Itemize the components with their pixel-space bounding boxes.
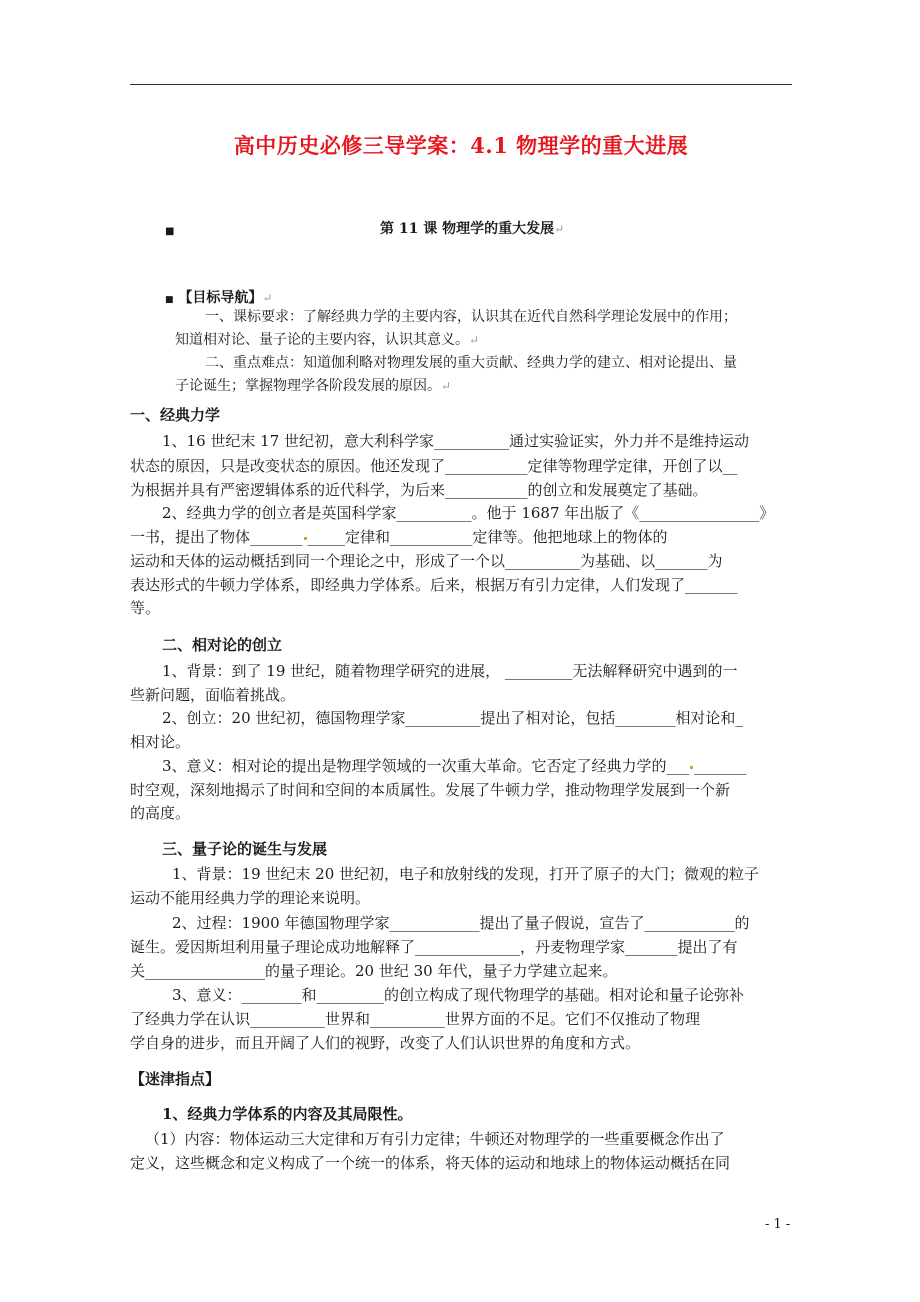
paragraph-line: 时空观，深刻地揭示了时间和空间的本质属性。发展了牛顿力学，推动物理学发展到一个新 <box>130 781 731 799</box>
page-title: 高中历史必修三导学案：4.1 物理学的重大进展 <box>233 133 689 158</box>
paragraph-line: 1、背景：到了 19 世纪，随着物理学研究的进展， _________无法解释研究中遇到的一 <box>162 662 738 680</box>
paragraph-line: 运动不能用经典力学的理论来说明。 <box>130 889 371 907</box>
section-3-heading: 三、量子论的诞生与发展 <box>162 840 328 858</box>
paragraph-line: 运动和天体的运动概括到同一个理论之中，形成了一个以__________为基础、以_______为 <box>130 552 723 570</box>
nav-heading: ■ 【目标导航】↵ <box>165 290 273 306</box>
difficulty-line-1: 二、重点难点：知道伽利略对物理发展的重大贡献、经典力学的建立、相对论提出、量 <box>205 355 737 371</box>
paragraph-line: 1、16 世纪末 17 世纪初，意大利科学家__________通过实验证实，外力并不是维持运动 <box>162 432 750 450</box>
bullet-marker: ■ <box>165 226 175 237</box>
requirement-line-1: 一、课标要求：了解经典力学的主要内容，认识其在近代自然科学理论发展中的作用； <box>205 309 737 325</box>
paragraph-line: 一书，提出了物体_______ _____定律和___________定律等。他把地球上的物体的 <box>130 528 668 546</box>
paragraph-line: 定义，这些概念和定义构成了一个统一的体系，将天体的运动和地球上的物体运动概括在同 <box>130 1154 731 1172</box>
paragraph-line: 学自身的进步，而且开阔了人们的视野，改变了人们认识世界的角度和方式。 <box>130 1034 641 1052</box>
page-number: - 1 - <box>765 1217 791 1232</box>
paragraph-line: 诞生。爱因斯坦利用量子理论成功地解释了______________，丹麦物理学家_______提出了有 <box>130 938 738 956</box>
lesson-heading: 第 11 课 物理学的重大发展↵ <box>380 221 565 237</box>
paragraph-line: （1）内容：物体运动三大定律和万有引力定律；牛顿还对物理学的一些重要概念作出了 <box>145 1130 725 1148</box>
header-rule <box>130 84 792 85</box>
section-2-heading: 二、相对论的创立 <box>162 636 283 654</box>
paragraph-line: 的高度。 <box>130 804 191 822</box>
paragraph-line: 3、意义：相对论的提出是物理学领域的一次重大革命。它否定了经典力学的___ _______ <box>162 757 747 775</box>
paragraph-line: 2、创立：20 世纪初，德国物理学家__________提出了相对论，包括________相对论和_ <box>162 709 743 727</box>
paragraph-line: 2、经典力学的创立者是英国科学家__________。他于 1687 年出版了《________________》 <box>162 504 775 522</box>
tips-heading: 【迷津指点】 <box>130 1070 221 1088</box>
paragraph-line: 关________________的量子理论。20 世纪 30 年代，量子力学建立起来。 <box>130 962 618 980</box>
paragraph-line: 为根据并具有严密逻辑体系的近代科学，为后来___________的创立和发展奠定了基础。 <box>130 481 708 499</box>
paragraph-line: 等。 <box>130 599 161 617</box>
paragraph-line: 些新问题，面临着挑战。 <box>130 686 296 704</box>
paragraph-line: 相对论。 <box>130 733 191 751</box>
difficulty-line-2: 子论诞生；掌握物理学各阶段发展的原因。↵ <box>175 378 452 394</box>
requirement-line-2: 知道相对论、量子论的主要内容，认识其意义。↵ <box>175 332 480 348</box>
paragraph-line: 2、过程：1900 年德国物理学家____________提出了量子假说，宣告了____________的 <box>172 914 750 932</box>
paragraph-line: 了经典力学在认识__________世界和__________世界方面的不足。它们不仅推动了物理 <box>130 1010 701 1028</box>
paragraph-line: 3、意义：________和_________的创立构成了现代物理学的基础。相对论和量子论弥补 <box>172 986 745 1004</box>
section-1-heading: 一、经典力学 <box>130 406 221 424</box>
paragraph-line: 1、背景：19 世纪末 20 世纪初，电子和放射线的发现，打开了原子的大门；微观的粒子 <box>172 865 760 883</box>
paragraph-line: 状态的原因，只是改变状态的原因。他还发现了___________定律等物理学定律，开创了以__ <box>130 457 738 475</box>
tip-heading: 1、经典力学体系的内容及其局限性。 <box>162 1105 413 1123</box>
paragraph-line: 表达形式的牛顿力学体系，即经典力学体系。后来，根据万有引力定律，人们发现了_______ <box>130 576 738 594</box>
